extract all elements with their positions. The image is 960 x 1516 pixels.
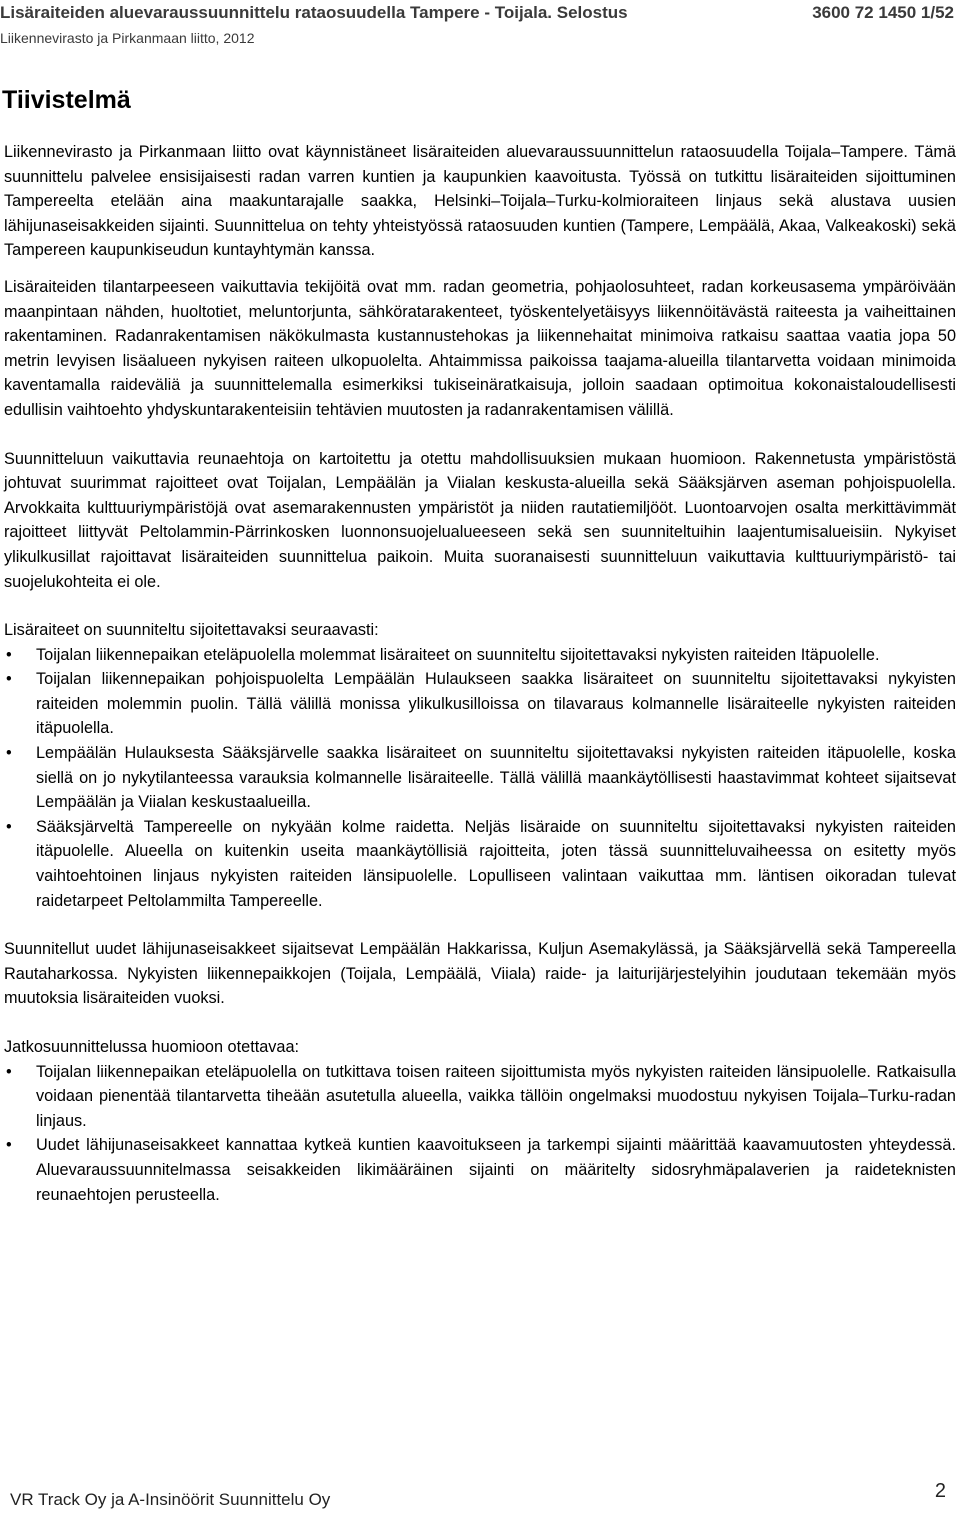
paragraph-track-placement-intro: Lisäraiteet on suunniteltu sijoitettavaksi seuraavasti: xyxy=(4,621,379,640)
header-subtitle: Liikennevirasto ja Pirkanmaan liitto, 2012 xyxy=(0,30,255,46)
document-body xyxy=(4,140,956,1227)
bullet-icon: • xyxy=(6,744,12,763)
paragraph-intro: Liikennevirasto ja Pirkanmaan liitto ovat käynnistäneet lisäraiteiden aluevaraussuunnittelun rataosuudella Toijala–Tampere. Tämä suunnittelu palvelee ensisijaisesti radan varren kuntien ja kaupunkien kaavoitusta. Työssä on tutkittu lisäraiteiden sijoittuminen Tampereelta etelään aina maakuntarajalle saakka, Helsinki–Toijala–Turku-kolmioraiteen linjaus sekä alustava uusien lähijunaseisakkeiden sijainti. Suunnittelua on tehty yhteistyössä rataosuuden kuntien (Tampere, Lempäälä, Akaa, Valkeakoski) sekä Tampereen kaupunkiseudun kuntayhtymän kanssa. xyxy=(4,143,956,260)
footer-company: VR Track Oy ja A-Insinöörit Suunnittelu Oy xyxy=(10,1490,331,1509)
list-item: • Toijalan liikennepaikan eteläpuolella molemmat lisäraiteet on suunniteltu sijoitettavaksi nykyisten raiteiden Itäpuolelle. xyxy=(4,643,956,668)
list-item: • Toijalan liikennepaikan eteläpuolella on tutkittava toisen raiteen sijoittumista myös nykyisten raiteiden länsipuolelle. Ratkaisulla voidaan pienentää tilantarvetta tiheään asutetulla alueella, vaikka tällöin ongelmaksi muodostuu nykyisen Toijala–Turku-radan linjaus. xyxy=(4,1060,956,1134)
page-header xyxy=(0,0,958,24)
bullet-icon: • xyxy=(6,670,12,689)
track-placement-list xyxy=(4,643,956,914)
list-item: • Uudet lähijunaseisakkeet kannattaa kytkeä kuntien kaavoitukseen ja tarkempi sijainti määrittää kaavamuutosten yhteydessä. Aluevaraussuunnitelmassa seisakkeiden likimääräinen sijainti on määritelty sidosryhmäpalaverien ja raideteknisten reunaehtojen perusteella. xyxy=(4,1133,956,1207)
header-document-code: 3600 72 1450 1/52 xyxy=(812,3,954,22)
paragraph-space-requirements: Lisäraiteiden tilantarpeeseen vaikuttavia tekijöitä ovat mm. radan geometria, pohjaolosuhteet, radan korkeusasema ympäröivään maanpintaan nähden, huoltotiet, meluntorjunta, sähköratarakenteet, työskentelyetäisyys liikennöitävästä raiteesta ja vaiheittainen rakentaminen. Radanrakentamisen näkökulmasta kustannustehokas ja liikennehaitat minimoiva ratkaisu saattaa vaatia jopa 50 metrin levyisen lisäalueen nykyisen raiteen ulkopuolelta. Ahtaimmissa paikoissa taajama-alueilla tilantarvetta voidaan minimoida kaventamalla raideväliä ja suunnittelemalla esimerkiksi tukiseinäratkaisuja, jolloin saadaan optimoitua kokonaistaloudellisesti edullisin vaihtoehto yhdyskuntarakenteisiin tehtävien muutosten ja radanrakentamisen välillä. xyxy=(4,277,956,419)
list-item: • Sääksjärveltä Tampereelle on nykyään kolme raidetta. Neljäs lisäraide on suunniteltu sijoitettavaksi nykyisten raiteiden itäpuolelle. Alueella on kuitenkin useita maankäytöllisiä rajoitteita, joten tässä suunnitteluvaiheessa on esitetty myös vaihtoehtoinen linjaus nykyisten raiteiden länsipuolelle. Lopulliseen valintaan vaikuttaa mm. läntisen oikoradan tulevat raidetarpeet Peltolammilta Tampereelle. xyxy=(4,815,956,913)
list-item: • Lempäälän Hulauksesta Sääksjärvelle saakka lisäraiteet on suunniteltu sijoitettavaksi nykyisten raiteiden itäpuolelle, koska siellä on jo nykytilanteessa varauksia kolmannelle lisäraiteelle. Tällä välillä maankäytöllisesti haastavimmat kohteet sijaitsevat Lempäälän ja Viialan keskustaalueilla. xyxy=(4,741,956,815)
bullet-icon: • xyxy=(6,1062,12,1081)
paragraph-constraints: Suunnitteluun vaikuttavia reunaehtoja on kartoitettu ja otettu mahdollisuuksien mukaan huomioon. Rakennetusta ympäristöstä johtuvat suurimmat rajoitteet ovat Toijalan, Lempäälän ja Viialan keskusta-alueilla sekä Sääksjärven aseman pohjoispuolella. Arvokkaita kulttuuriympäristöjä ovat asemarakennusten ympäristöt ja niiden rautatiemiljööt. Luontoarvojen osalta merkittävimmät rajoitteet liittyvät Peltolammin-Pärrinkosken luonnonsuojelualueeseen sekä sen suunniteltuihin laajentumisalueisiin. Nykyiset ylikulkusillat rajoittavat lisäraiteiden suunnittelua paikoin. Muita suoranaisesti suunnitteluun vaikuttavia kulttuuriympäristö- tai suojelukohteita ei ole. xyxy=(4,449,956,591)
bullet-icon: • xyxy=(6,817,12,836)
bullet-icon: • xyxy=(6,645,12,664)
list-item: • Toijalan liikennepaikan pohjoispuolelta Lempäälän Hulaukseen saakka lisäraiteet on suunniteltu sijoitettavaksi nykyisten raiteiden molemmin puolin. Tällä välillä monissa ylikulkusilloissa on tilavaraus kolmannelle lisäraiteelle nykyisten raiteiden itäpuolella. xyxy=(4,667,956,741)
further-planning-list xyxy=(4,1060,956,1208)
page-number: 2 xyxy=(934,1480,946,1502)
bullet-icon: • xyxy=(6,1136,12,1155)
paragraph-new-stops: Suunnitellut uudet lähijunaseisakkeet sijaitsevat Lempäälän Hakkarissa, Kuljun Asemakylässä, ja Sääksjärvellä sekä Tampereella Rautaharkossa. Nykyisten liikennepaikkojen (Toijala, Lempäälä, Viiala) raide- ja laiturijärjestelyihin joudutaan tekemään myös muutoksia lisäraiteiden vuoksi. xyxy=(4,940,956,1008)
section-heading: Tiivistelmä xyxy=(2,86,131,114)
header-title: Lisäraiteiden aluevaraussuunnittelu rataosuudella Tampere - Toijala. Selostus xyxy=(0,3,628,22)
paragraph-further-planning-intro: Jatkosuunnittelussa huomioon otettavaa: xyxy=(4,1038,300,1056)
